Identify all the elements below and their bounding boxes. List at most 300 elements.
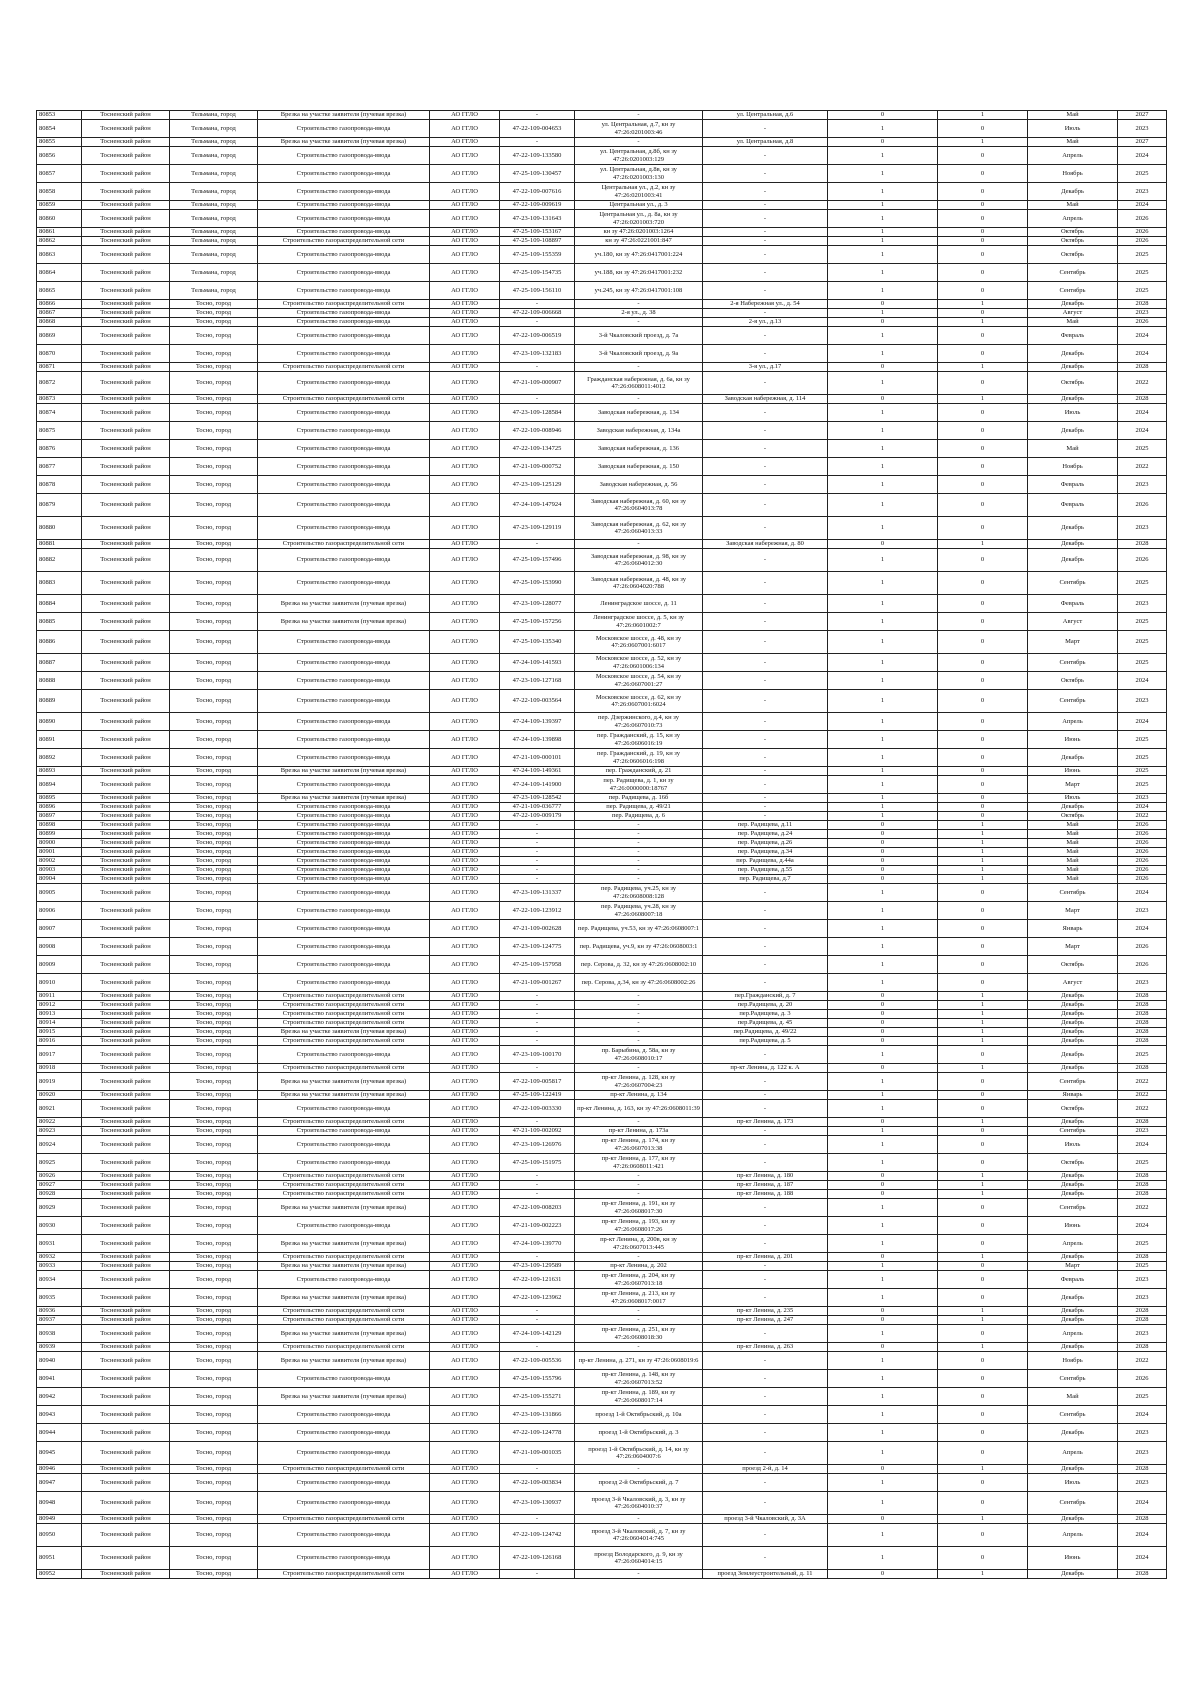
cell-flag-a: 0 bbox=[828, 1307, 938, 1316]
cell-application-number: 47-22-109-123962 bbox=[500, 1289, 575, 1307]
cell-record-id: 80927 bbox=[37, 1181, 82, 1190]
cell-organization: АО ГГЛО bbox=[430, 246, 500, 264]
cell-record-id: 80910 bbox=[37, 974, 82, 992]
cell-work-type: Строительство газопровода-ввода bbox=[258, 672, 430, 690]
table-row bbox=[37, 1073, 1167, 1091]
cell-district: Тосненский район bbox=[82, 956, 170, 974]
cell-settlement: Тосно, город bbox=[170, 938, 258, 956]
table-row bbox=[37, 1406, 1167, 1424]
cell-street-address: - bbox=[703, 956, 828, 974]
cell-work-type: Строительство газопровода-ввода bbox=[258, 264, 430, 282]
cell-district: Тосненский район bbox=[82, 1046, 170, 1064]
cell-work-type: Строительство газораспределительной сети bbox=[258, 1118, 430, 1127]
cell-street-address: пер. Радищева, д.55 bbox=[703, 866, 828, 875]
cell-month: Апрель bbox=[1028, 147, 1118, 165]
table-row bbox=[37, 1199, 1167, 1217]
cell-record-id: 80861 bbox=[37, 228, 82, 237]
cell-work-type: Врезка на участке заявителя (пучевая врезка) bbox=[258, 1235, 430, 1253]
cell-work-type: Строительство газораспределительной сети bbox=[258, 300, 430, 309]
cell-month: Декабрь bbox=[1028, 1181, 1118, 1190]
cell-year: 2028 bbox=[1118, 395, 1167, 404]
cell-work-type: Строительство газопровода-ввода bbox=[258, 812, 430, 821]
table-row bbox=[37, 517, 1167, 540]
cell-work-type: Строительство газопровода-ввода bbox=[258, 517, 430, 540]
cell-settlement: Тосно, город bbox=[170, 1524, 258, 1547]
cell-work-type: Строительство газораспределительной сети bbox=[258, 363, 430, 372]
cell-street-address: - bbox=[703, 803, 828, 812]
cell-record-id: 80854 bbox=[37, 120, 82, 138]
table-row bbox=[37, 1465, 1167, 1474]
cell-work-type: Строительство газопровода-ввода bbox=[258, 920, 430, 938]
cell-flag-a: 1 bbox=[828, 440, 938, 458]
cell-month: Февраль bbox=[1028, 595, 1118, 613]
cell-year: 2028 bbox=[1118, 1028, 1167, 1037]
cell-record-id: 80892 bbox=[37, 749, 82, 767]
cell-work-type: Строительство газопровода-ввода bbox=[258, 1370, 430, 1388]
table-row bbox=[37, 549, 1167, 572]
cell-year: 2025 bbox=[1118, 1388, 1167, 1406]
cell-record-id: 80933 bbox=[37, 1262, 82, 1271]
cell-flag-b: 0 bbox=[938, 517, 1028, 540]
cell-record-id: 80925 bbox=[37, 1154, 82, 1172]
cell-cadastral-address: пр-кт Ленина, д. 200в, кн зу 47:26:0607013:445 bbox=[575, 1235, 703, 1253]
cell-cadastral-address: - bbox=[575, 1172, 703, 1181]
cell-application-number: - bbox=[500, 1570, 575, 1579]
cell-settlement: Тосно, город bbox=[170, 654, 258, 672]
cell-work-type: Строительство газораспределительной сети bbox=[258, 1316, 430, 1325]
cell-record-id: 80919 bbox=[37, 1073, 82, 1091]
cell-year: 2025 bbox=[1118, 613, 1167, 631]
cell-flag-a: 1 bbox=[828, 1199, 938, 1217]
cell-month: Июнь bbox=[1028, 767, 1118, 776]
cell-application-number: 47-22-109-003834 bbox=[500, 1474, 575, 1492]
cell-month: Март bbox=[1028, 902, 1118, 920]
cell-street-address: пер.Радищева, д. 5 bbox=[703, 1037, 828, 1046]
cell-work-type: Строительство газопровода-ввода bbox=[258, 731, 430, 749]
cell-settlement: Тосно, город bbox=[170, 1235, 258, 1253]
cell-street-address: Заводская набережная, д. 80 bbox=[703, 540, 828, 549]
cell-district: Тосненский район bbox=[82, 1199, 170, 1217]
cell-work-type: Строительство газопровода-ввода bbox=[258, 120, 430, 138]
cell-month: Октябрь bbox=[1028, 246, 1118, 264]
cell-record-id: 80899 bbox=[37, 830, 82, 839]
cell-application-number: 47-21-109-001035 bbox=[500, 1442, 575, 1465]
cell-district: Тосненский район bbox=[82, 1118, 170, 1127]
cell-cadastral-address: проезд 1-й Октябрьский, д. 10а bbox=[575, 1406, 703, 1424]
cell-application-number: 47-23-109-131643 bbox=[500, 210, 575, 228]
cell-cadastral-address: - bbox=[575, 540, 703, 549]
cell-district: Тосненский район bbox=[82, 1492, 170, 1515]
cell-year: 2028 bbox=[1118, 1253, 1167, 1262]
cell-flag-a: 1 bbox=[828, 1442, 938, 1465]
cell-organization: АО ГГЛО bbox=[430, 1352, 500, 1370]
cell-cadastral-address: - bbox=[575, 821, 703, 830]
cell-organization: АО ГГЛО bbox=[430, 857, 500, 866]
cell-organization: АО ГГЛО bbox=[430, 1127, 500, 1136]
cell-flag-a: 0 bbox=[828, 138, 938, 147]
cell-organization: АО ГГЛО bbox=[430, 1199, 500, 1217]
cell-district: Тосненский район bbox=[82, 803, 170, 812]
cell-street-address: 2-я Набережная ул., д. 54 bbox=[703, 300, 828, 309]
cell-flag-a: 0 bbox=[828, 821, 938, 830]
cell-record-id: 80934 bbox=[37, 1271, 82, 1289]
table-row bbox=[37, 767, 1167, 776]
cell-street-address: - bbox=[703, 902, 828, 920]
cell-month: Сентябрь bbox=[1028, 654, 1118, 672]
cell-settlement: Тосно, город bbox=[170, 1190, 258, 1199]
cell-month: Март bbox=[1028, 631, 1118, 654]
cell-application-number: 47-22-109-121631 bbox=[500, 1271, 575, 1289]
cell-year: 2025 bbox=[1118, 749, 1167, 767]
cell-cadastral-address: пер. Радищева, уч.28, кн зу 47:26:0608007:18 bbox=[575, 902, 703, 920]
cell-organization: АО ГГЛО bbox=[430, 228, 500, 237]
cell-flag-a: 1 bbox=[828, 246, 938, 264]
cell-flag-a: 1 bbox=[828, 517, 938, 540]
cell-flag-b: 1 bbox=[938, 1064, 1028, 1073]
cell-organization: АО ГГЛО bbox=[430, 767, 500, 776]
cell-settlement: Тосно, город bbox=[170, 1019, 258, 1028]
cell-work-type: Врезка на участке заявителя (пучевая врезка) bbox=[258, 111, 430, 120]
cell-application-number: 47-25-109-108897 bbox=[500, 237, 575, 246]
cell-flag-a: 1 bbox=[828, 1262, 938, 1271]
cell-flag-b: 1 bbox=[938, 1181, 1028, 1190]
cell-organization: АО ГГЛО bbox=[430, 812, 500, 821]
cell-flag-a: 0 bbox=[828, 395, 938, 404]
table-row bbox=[37, 372, 1167, 395]
cell-application-number: - bbox=[500, 1307, 575, 1316]
cell-year: 2028 bbox=[1118, 300, 1167, 309]
cell-flag-a: 1 bbox=[828, 654, 938, 672]
cell-year: 2023 bbox=[1118, 120, 1167, 138]
cell-record-id: 80950 bbox=[37, 1524, 82, 1547]
cell-district: Тосненский район bbox=[82, 902, 170, 920]
cell-district: Тосненский район bbox=[82, 540, 170, 549]
table-row bbox=[37, 884, 1167, 902]
cell-month: Февраль bbox=[1028, 476, 1118, 494]
cell-organization: АО ГГЛО bbox=[430, 345, 500, 363]
table-row bbox=[37, 848, 1167, 857]
cell-flag-a: 1 bbox=[828, 1100, 938, 1118]
cell-organization: АО ГГЛО bbox=[430, 210, 500, 228]
cell-organization: АО ГГЛО bbox=[430, 476, 500, 494]
cell-street-address: пр-кт Ленина, д. 173 bbox=[703, 1118, 828, 1127]
cell-cadastral-address: Ленинградское шоссе, д. 5, кн зу 47:26:0601002:7 bbox=[575, 613, 703, 631]
table-row bbox=[37, 1442, 1167, 1465]
cell-month: Февраль bbox=[1028, 327, 1118, 345]
cell-settlement: Тельмана, город bbox=[170, 183, 258, 201]
cell-settlement: Тосно, город bbox=[170, 974, 258, 992]
cell-month: Сентябрь bbox=[1028, 572, 1118, 595]
cell-settlement: Тосно, город bbox=[170, 1570, 258, 1579]
cell-district: Тосненский район bbox=[82, 1370, 170, 1388]
cell-district: Тосненский район bbox=[82, 974, 170, 992]
cell-work-type: Строительство газопровода-ввода bbox=[258, 875, 430, 884]
cell-cadastral-address: - bbox=[575, 1253, 703, 1262]
cell-application-number: - bbox=[500, 992, 575, 1001]
cell-street-address: - bbox=[703, 1235, 828, 1253]
cell-record-id: 80924 bbox=[37, 1136, 82, 1154]
cell-month: Октябрь bbox=[1028, 672, 1118, 690]
table-row bbox=[37, 1028, 1167, 1037]
table-row bbox=[37, 1325, 1167, 1343]
cell-street-address: - bbox=[703, 713, 828, 731]
cell-street-address: - bbox=[703, 1547, 828, 1570]
cell-organization: АО ГГЛО bbox=[430, 884, 500, 902]
cell-month: Декабрь bbox=[1028, 1118, 1118, 1127]
cell-flag-b: 0 bbox=[938, 1046, 1028, 1064]
cell-record-id: 80932 bbox=[37, 1253, 82, 1262]
cell-year: 2028 bbox=[1118, 1118, 1167, 1127]
cell-year: 2024 bbox=[1118, 1524, 1167, 1547]
cell-record-id: 80928 bbox=[37, 1190, 82, 1199]
table-row bbox=[37, 494, 1167, 517]
cell-settlement: Тосно, город bbox=[170, 309, 258, 318]
cell-street-address: - bbox=[703, 672, 828, 690]
cell-flag-a: 0 bbox=[828, 1570, 938, 1579]
cell-flag-b: 0 bbox=[938, 654, 1028, 672]
cell-year: 2025 bbox=[1118, 1046, 1167, 1064]
cell-cadastral-address: - bbox=[575, 138, 703, 147]
table-row bbox=[37, 920, 1167, 938]
cell-record-id: 80893 bbox=[37, 767, 82, 776]
cell-month: Март bbox=[1028, 776, 1118, 794]
cell-district: Тосненский район bbox=[82, 494, 170, 517]
cell-cadastral-address: - bbox=[575, 848, 703, 857]
cell-settlement: Тосно, город bbox=[170, 902, 258, 920]
cell-district: Тосненский район bbox=[82, 1064, 170, 1073]
table-row bbox=[37, 1424, 1167, 1442]
cell-flag-a: 1 bbox=[828, 1524, 938, 1547]
cell-flag-b: 0 bbox=[938, 372, 1028, 395]
cell-district: Тосненский район bbox=[82, 672, 170, 690]
cell-work-type: Строительство газопровода-ввода bbox=[258, 857, 430, 866]
cell-organization: АО ГГЛО bbox=[430, 549, 500, 572]
cell-application-number: - bbox=[500, 848, 575, 857]
cell-flag-a: 1 bbox=[828, 1073, 938, 1091]
cell-year: 2024 bbox=[1118, 201, 1167, 210]
cell-district: Тосненский район bbox=[82, 848, 170, 857]
cell-flag-a: 1 bbox=[828, 1547, 938, 1570]
cell-record-id: 80907 bbox=[37, 920, 82, 938]
cell-cadastral-address: Центральная ул., д. 3 bbox=[575, 201, 703, 210]
cell-month: Декабрь bbox=[1028, 1570, 1118, 1579]
cell-street-address: - bbox=[703, 631, 828, 654]
cell-year: 2024 bbox=[1118, 920, 1167, 938]
cell-work-type: Строительство газопровода-ввода bbox=[258, 713, 430, 731]
cell-organization: АО ГГЛО bbox=[430, 690, 500, 713]
cell-work-type: Врезка на участке заявителя (пучевая врезка) bbox=[258, 1091, 430, 1100]
cell-district: Тосненский район bbox=[82, 120, 170, 138]
cell-application-number: 47-23-109-100170 bbox=[500, 1046, 575, 1064]
cell-street-address: - bbox=[703, 1136, 828, 1154]
cell-street-address: - bbox=[703, 1370, 828, 1388]
cell-month: Октябрь bbox=[1028, 228, 1118, 237]
cell-street-address: - bbox=[703, 372, 828, 395]
cell-flag-a: 1 bbox=[828, 201, 938, 210]
cell-settlement: Тосно, город bbox=[170, 1492, 258, 1515]
cell-flag-a: 1 bbox=[828, 476, 938, 494]
cell-flag-a: 1 bbox=[828, 237, 938, 246]
cell-settlement: Тосно, город bbox=[170, 458, 258, 476]
cell-cadastral-address: проезд 3-й Чкаловский, д. 7, кн зу 47:26:0604014:745 bbox=[575, 1524, 703, 1547]
cell-flag-a: 1 bbox=[828, 938, 938, 956]
cell-flag-b: 0 bbox=[938, 884, 1028, 902]
cell-year: 2025 bbox=[1118, 1154, 1167, 1172]
cell-street-address: пр-кт Ленина, д. 180 bbox=[703, 1172, 828, 1181]
cell-cadastral-address: пер. Радищева, д. 16б bbox=[575, 794, 703, 803]
cell-flag-a: 1 bbox=[828, 1154, 938, 1172]
cell-year: 2025 bbox=[1118, 731, 1167, 749]
cell-flag-a: 0 bbox=[828, 1465, 938, 1474]
cell-month: Сентябрь bbox=[1028, 264, 1118, 282]
cell-work-type: Строительство газораспределительной сети bbox=[258, 1465, 430, 1474]
cell-flag-a: 1 bbox=[828, 1091, 938, 1100]
cell-flag-b: 0 bbox=[938, 631, 1028, 654]
cell-street-address: - bbox=[703, 1289, 828, 1307]
cell-work-type: Строительство газораспределительной сети bbox=[258, 395, 430, 404]
cell-flag-b: 0 bbox=[938, 1352, 1028, 1370]
cell-flag-b: 1 bbox=[938, 1343, 1028, 1352]
cell-flag-b: 0 bbox=[938, 458, 1028, 476]
cell-record-id: 80865 bbox=[37, 282, 82, 300]
table-row bbox=[37, 974, 1167, 992]
cell-flag-b: 0 bbox=[938, 237, 1028, 246]
cell-settlement: Тосно, город bbox=[170, 1127, 258, 1136]
cell-settlement: Тельмана, город bbox=[170, 201, 258, 210]
cell-cadastral-address: Заводская набережная, д. 150 bbox=[575, 458, 703, 476]
cell-organization: АО ГГЛО bbox=[430, 613, 500, 631]
cell-record-id: 80946 bbox=[37, 1465, 82, 1474]
cell-organization: АО ГГЛО bbox=[430, 1046, 500, 1064]
cell-application-number: 47-22-109-005536 bbox=[500, 1352, 575, 1370]
cell-street-address: пер. Радищева, д.24 bbox=[703, 830, 828, 839]
cell-settlement: Тосно, город bbox=[170, 1424, 258, 1442]
table-row bbox=[37, 458, 1167, 476]
cell-application-number: 47-25-109-157496 bbox=[500, 549, 575, 572]
cell-flag-a: 0 bbox=[828, 1028, 938, 1037]
cell-flag-b: 0 bbox=[938, 731, 1028, 749]
cell-flag-a: 0 bbox=[828, 111, 938, 120]
cell-record-id: 80941 bbox=[37, 1370, 82, 1388]
cell-flag-a: 0 bbox=[828, 318, 938, 327]
cell-work-type: Строительство газопровода-ввода bbox=[258, 549, 430, 572]
cell-record-id: 80872 bbox=[37, 372, 82, 395]
cell-application-number: 47-25-109-156110 bbox=[500, 282, 575, 300]
cell-flag-b: 0 bbox=[938, 776, 1028, 794]
cell-street-address: пр-кт Ленина, д. 235 bbox=[703, 1307, 828, 1316]
cell-month: Апрель bbox=[1028, 210, 1118, 228]
cell-month: Май bbox=[1028, 1388, 1118, 1406]
cell-settlement: Тосно, город bbox=[170, 1307, 258, 1316]
cell-application-number: 47-22-109-009619 bbox=[500, 201, 575, 210]
cell-application-number: 47-25-109-157256 bbox=[500, 613, 575, 631]
cell-year: 2022 bbox=[1118, 1352, 1167, 1370]
cell-application-number: 47-22-109-008203 bbox=[500, 1199, 575, 1217]
cell-street-address: - bbox=[703, 884, 828, 902]
cell-settlement: Тельмана, город bbox=[170, 210, 258, 228]
cell-street-address: пер. Радищева, д.11 bbox=[703, 821, 828, 830]
cell-flag-b: 0 bbox=[938, 1325, 1028, 1343]
cell-record-id: 80914 bbox=[37, 1019, 82, 1028]
cell-work-type: Строительство газораспределительной сети bbox=[258, 1172, 430, 1181]
cell-street-address: - bbox=[703, 1388, 828, 1406]
cell-year: 2025 bbox=[1118, 1262, 1167, 1271]
table-row bbox=[37, 875, 1167, 884]
cell-district: Тосненский район bbox=[82, 1073, 170, 1091]
table-row bbox=[37, 138, 1167, 147]
cell-year: 2024 bbox=[1118, 1406, 1167, 1424]
cell-district: Тосненский район bbox=[82, 776, 170, 794]
cell-street-address: - bbox=[703, 974, 828, 992]
table-row bbox=[37, 345, 1167, 363]
cell-district: Тосненский район bbox=[82, 1316, 170, 1325]
cell-flag-b: 0 bbox=[938, 345, 1028, 363]
cell-settlement: Тосно, город bbox=[170, 1199, 258, 1217]
cell-year: 2026 bbox=[1118, 839, 1167, 848]
cell-district: Тосненский район bbox=[82, 830, 170, 839]
cell-flag-a: 0 bbox=[828, 1190, 938, 1199]
cell-flag-a: 1 bbox=[828, 1474, 938, 1492]
cell-year: 2025 bbox=[1118, 165, 1167, 183]
table-row bbox=[37, 422, 1167, 440]
cell-organization: АО ГГЛО bbox=[430, 1190, 500, 1199]
cell-month: Сентябрь bbox=[1028, 1406, 1118, 1424]
table-row bbox=[37, 672, 1167, 690]
cell-year: 2025 bbox=[1118, 264, 1167, 282]
cell-organization: АО ГГЛО bbox=[430, 1010, 500, 1019]
cell-work-type: Строительство газораспределительной сети bbox=[258, 540, 430, 549]
cell-work-type: Строительство газораспределительной сети bbox=[258, 1515, 430, 1524]
table-row bbox=[37, 1307, 1167, 1316]
cell-record-id: 80938 bbox=[37, 1325, 82, 1343]
cell-work-type: Строительство газопровода-ввода bbox=[258, 228, 430, 237]
table-row bbox=[37, 440, 1167, 458]
cell-street-address: - bbox=[703, 282, 828, 300]
cell-application-number: 47-24-109-141593 bbox=[500, 654, 575, 672]
cell-street-address: - bbox=[703, 749, 828, 767]
cell-month: Декабрь bbox=[1028, 1037, 1118, 1046]
cell-year: 2025 bbox=[1118, 767, 1167, 776]
cell-organization: АО ГГЛО bbox=[430, 395, 500, 404]
cell-settlement: Тосно, город bbox=[170, 1154, 258, 1172]
cell-organization: АО ГГЛО bbox=[430, 1442, 500, 1465]
cell-district: Тосненский район bbox=[82, 1091, 170, 1100]
cell-month: Апрель bbox=[1028, 713, 1118, 731]
cell-settlement: Тосно, город bbox=[170, 839, 258, 848]
cell-application-number: 47-25-109-135340 bbox=[500, 631, 575, 654]
cell-work-type: Строительство газопровода-ввода bbox=[258, 210, 430, 228]
cell-month: Май bbox=[1028, 111, 1118, 120]
cell-street-address: - bbox=[703, 1073, 828, 1091]
cell-year: 2027 bbox=[1118, 138, 1167, 147]
cell-year: 2026 bbox=[1118, 237, 1167, 246]
cell-year: 2022 bbox=[1118, 1073, 1167, 1091]
cell-organization: АО ГГЛО bbox=[430, 839, 500, 848]
cell-record-id: 80926 bbox=[37, 1172, 82, 1181]
cell-settlement: Тосно, город bbox=[170, 1515, 258, 1524]
cell-work-type: Строительство газопровода-ввода bbox=[258, 1524, 430, 1547]
cell-street-address: - bbox=[703, 1127, 828, 1136]
cell-record-id: 80891 bbox=[37, 731, 82, 749]
cell-application-number: 47-23-109-128542 bbox=[500, 794, 575, 803]
cell-settlement: Тосно, город bbox=[170, 345, 258, 363]
cell-cadastral-address: - bbox=[575, 1037, 703, 1046]
cell-year: 2026 bbox=[1118, 848, 1167, 857]
cell-district: Тосненский район bbox=[82, 1037, 170, 1046]
cell-year: 2028 bbox=[1118, 1515, 1167, 1524]
cell-organization: АО ГГЛО bbox=[430, 318, 500, 327]
cell-flag-b: 0 bbox=[938, 120, 1028, 138]
